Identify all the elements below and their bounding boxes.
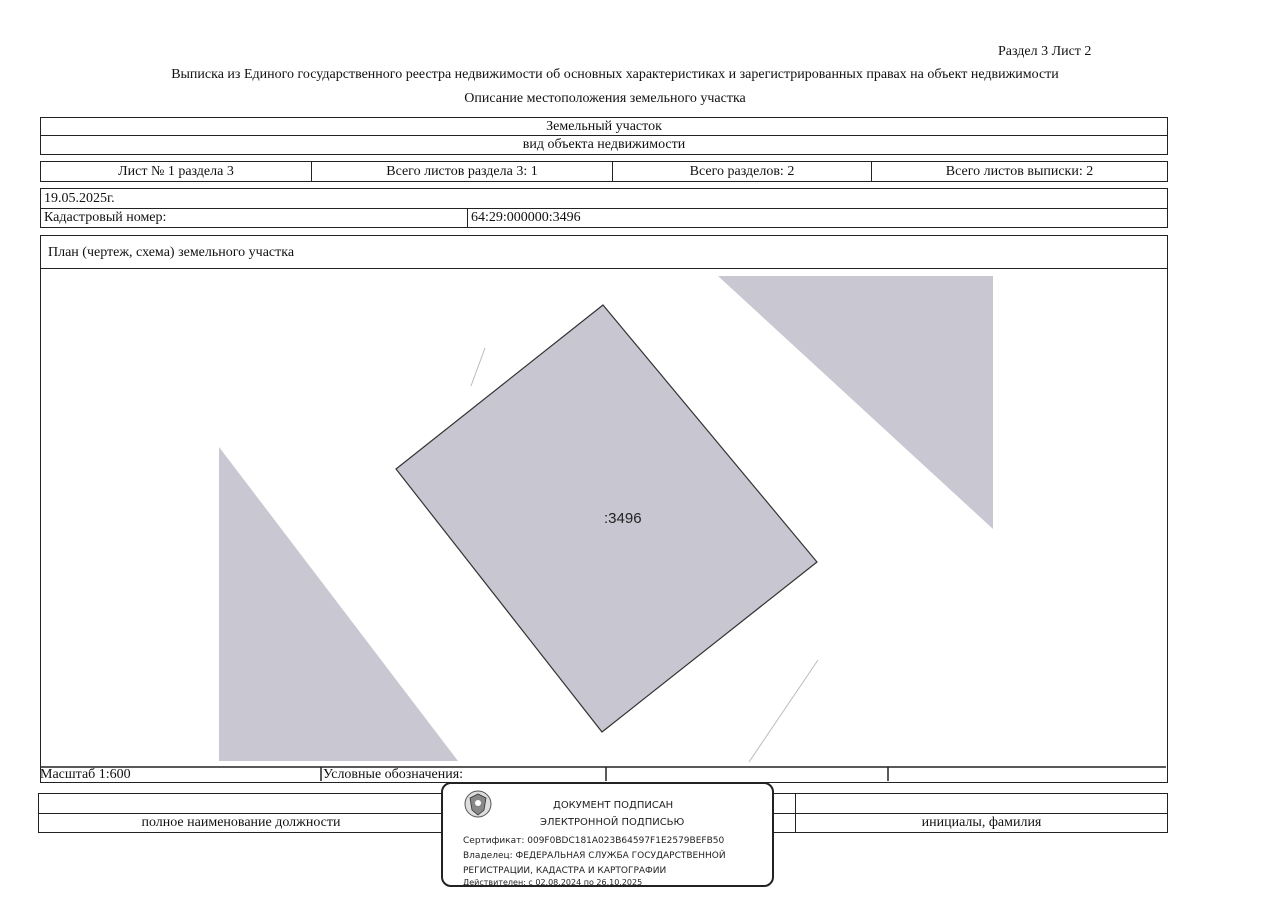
stamp-valid: Действителен: с 02.08.2024 по 26.10.2025 [463,878,643,887]
info-table [40,188,1168,228]
section-sheet-label: Раздел 3 Лист 2 [998,44,1092,59]
plan-drawing [41,236,1166,781]
total-extract-sheets: Всего листов выписки: 2 [945,163,1094,179]
stamp-certificate: Сертификат: 009F0BDC181A023B64597F1E2579BEFB50 [463,836,725,846]
position-caption: полное наименование должности [141,815,341,830]
stamp-owner-line2: РЕГИСТРАЦИИ, КАДАСТРА И КАРТОГРАФИИ [463,866,667,876]
electronic-signature-stamp [441,782,774,887]
cadastral-number: 64:29:000000:3496 [471,210,581,225]
stamp-line1: ДОКУМЕНТ ПОДПИСАН [553,800,674,811]
extract-date: 19.05.2025г. [44,191,115,206]
object-type-value: Земельный участок [546,119,662,134]
object-type-table [40,117,1168,155]
cadastral-label: Кадастровый номер: [44,210,167,225]
stamp-owner-line1: Владелец: ФЕДЕРАЛЬНАЯ СЛУЖБА ГОСУДАРСТВЕННОЙ [463,851,726,861]
neighbor-area-top-right [718,276,993,529]
emblem-icon [461,788,495,820]
plan-frame [40,235,1168,783]
legend-label: Условные обозначения: [323,767,464,782]
plan-title: План (чертеж, схема) земельного участка [48,245,295,260]
artifact-line [749,660,818,762]
document-subtitle: Описание местоположения земельного участка [464,91,746,106]
document-title: Выписка из Единого государственного реестра недвижимости об основных характеристиках и зарегистрированных правах на объект недвижимости [171,67,1059,82]
stamp-line2: ЭЛЕКТРОННОЙ ПОДПИСЬЮ [540,817,685,828]
parcel-label: :3496 [604,510,642,527]
initials-caption: инициалы, фамилия [921,815,1042,830]
total-section-sheets: Всего листов раздела 3: 1 [386,163,538,179]
artifact-line [471,348,485,386]
sheet-number: Лист № 1 раздела 3 [118,163,234,179]
scale-label: Масштаб 1:600 [40,767,131,782]
total-sections: Всего разделов: 2 [689,163,795,179]
sheets-table [40,161,1168,182]
object-type-caption: вид объекта недвижимости [522,137,686,152]
